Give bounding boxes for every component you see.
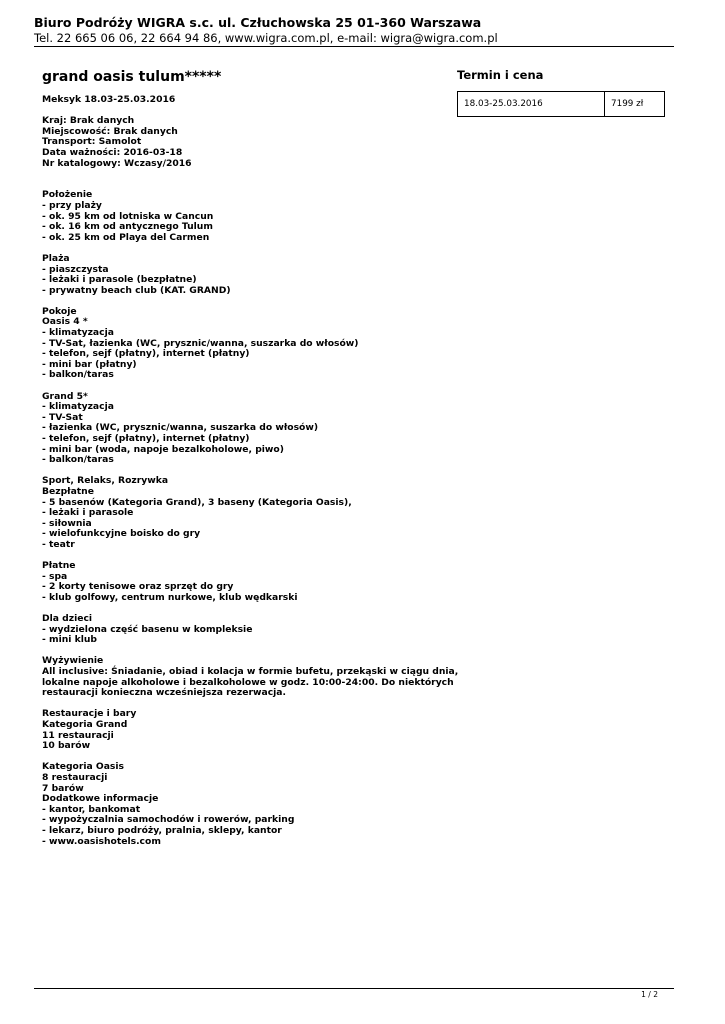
section-line: - ok. 95 km od lotniska w Cancun xyxy=(42,210,214,222)
section-line: 11 restauracji xyxy=(42,729,114,741)
section-heading: Pokoje xyxy=(42,305,77,317)
section-line: - mini bar (płatny) xyxy=(42,358,137,370)
section-line: - przy plaży xyxy=(42,199,102,211)
section-line: - leżaki i parasole xyxy=(42,507,134,519)
section-heading: Sport, Relaks, Rozrywka xyxy=(42,475,169,487)
section-line: - balkon/taras xyxy=(42,454,114,466)
section-block xyxy=(42,190,442,243)
section-line: - wydzielona część basenu w kompleksie xyxy=(42,623,253,635)
section-line: 7 barów xyxy=(42,782,84,794)
hotel-title: grand oasis tulum***** xyxy=(42,69,222,85)
section-line: - klimatyzacja xyxy=(42,327,114,339)
section-line: - spa xyxy=(42,570,68,582)
meta-transport: Transport: Samolot xyxy=(42,136,142,148)
meta-country: Kraj: Brak danych xyxy=(42,115,135,127)
section-block xyxy=(42,709,442,751)
pricing-title: Termin i cena xyxy=(457,68,544,82)
section-line: - balkon/taras xyxy=(42,369,114,381)
section-line: - teatr xyxy=(42,538,75,550)
section-line: - siłownia xyxy=(42,517,92,529)
section-line: restauracji konieczna wcześniejsza rezerwacja. xyxy=(42,687,286,699)
section-block xyxy=(42,762,442,847)
price-date: 18.03-25.03.2016 xyxy=(458,92,605,117)
section-heading: Kategoria Oasis xyxy=(42,761,125,773)
section-line: - klub golfowy, centrum nurkowe, klub wędkarski xyxy=(42,591,298,603)
section-line: - www.oasishotels.com xyxy=(42,835,161,847)
section-heading: Dla dzieci xyxy=(42,613,93,625)
section-heading: Plaża xyxy=(42,252,70,264)
section-line: lokalne napoje alkoholowe i bezalkoholowe w godz. 10:00-24:00. Do niektórych xyxy=(42,676,454,688)
section-line: - kantor, bankomat xyxy=(42,803,141,815)
company-name: Biuro Podróży WIGRA s.c. ul. Człuchowska 25 01-360 Warszawa xyxy=(34,15,482,30)
meta-catalog: Nr katalogowy: Wczasy/2016 xyxy=(42,157,192,169)
section-line: - piaszczysta xyxy=(42,263,109,275)
section-line: - TV-Sat xyxy=(42,411,83,423)
section-block xyxy=(42,254,442,296)
section-line: - wypożyczalnia samochodów i rowerów, parking xyxy=(42,814,295,826)
price-row xyxy=(458,92,665,117)
section-line: - telefon, sejf (płatny), internet (płatny) xyxy=(42,433,250,444)
section-line: - ok. 16 km od antycznego Tulum xyxy=(42,221,213,233)
section-line: - leżaki i parasole (bezpłatne) xyxy=(42,274,197,286)
section-block xyxy=(42,655,459,699)
price-value: 7199 zł xyxy=(605,92,665,117)
section-heading: Grand 5* xyxy=(42,390,88,402)
section-line: - telefon, sejf (płatny), internet (płatny) xyxy=(42,348,250,360)
price-table xyxy=(457,91,665,117)
document-header xyxy=(34,14,674,46)
meta-location: Miejscowość: Brak danych xyxy=(42,125,178,137)
offer-sections xyxy=(42,189,459,847)
section-heading: Wyżywienie xyxy=(42,655,104,667)
section-block xyxy=(42,476,442,550)
section-heading: Restauracje i bary xyxy=(42,708,137,720)
offer-subtitle: Meksyk 18.03-25.03.2016 xyxy=(42,94,176,105)
section-block xyxy=(42,392,442,466)
section-line: Dodatkowe informacje xyxy=(42,793,159,805)
offer-meta xyxy=(42,116,442,169)
page-number: 1 / 2 xyxy=(641,990,658,999)
section-line: - 5 basenów (Kategoria Grand), 3 baseny (Kategoria Oasis), xyxy=(42,496,352,508)
section-line: - lekarz, biuro podróży, pralnia, sklepy, kantor xyxy=(42,824,282,836)
section-block xyxy=(42,307,442,381)
section-block xyxy=(42,561,442,603)
section-line: - mini bar (woda, napoje bezalkoholowe, piwo) xyxy=(42,443,284,455)
section-line: 10 barów xyxy=(42,740,91,752)
section-line: - 2 korty tenisowe oraz sprzęt do gry xyxy=(42,581,234,593)
section-line: - łazienka (WC, prysznic/wanna, suszarka do włosów) xyxy=(42,422,319,434)
pricing-panel xyxy=(457,68,667,117)
section-line: - wielofunkcyjne boisko do gry xyxy=(42,528,201,540)
section-heading: Położenie xyxy=(42,189,93,201)
section-line: Kategoria Grand xyxy=(42,719,128,731)
footer-divider xyxy=(34,988,674,989)
header-divider xyxy=(34,46,674,47)
section-heading: Płatne xyxy=(42,560,76,572)
section-line: - mini klub xyxy=(42,634,97,646)
section-line: - klimatyzacja xyxy=(42,401,114,413)
section-line: - prywatny beach club (KAT. GRAND) xyxy=(42,284,231,296)
meta-validity: Data ważności: 2016-03-18 xyxy=(42,146,183,158)
company-contact: Tel. 22 665 06 06, 22 664 94 86, www.wigra.com.pl, e-mail: wigra@wigra.com.pl xyxy=(34,31,498,45)
section-line: - TV-Sat, łazienka (WC, prysznic/wanna, suszarka do włosów) xyxy=(42,337,359,349)
section-line: Bezpłatne xyxy=(42,485,94,497)
section-line: All inclusive: Śniadanie, obiad i kolacja w formie bufetu, przekąski w ciągu dnia, xyxy=(42,666,459,678)
offer-details xyxy=(42,68,459,847)
section-line: Oasis 4 * xyxy=(42,316,88,328)
section-line: - ok. 25 km od Playa del Carmen xyxy=(42,231,210,243)
section-block xyxy=(42,614,442,646)
section-line: 8 restauracji xyxy=(42,772,108,783)
